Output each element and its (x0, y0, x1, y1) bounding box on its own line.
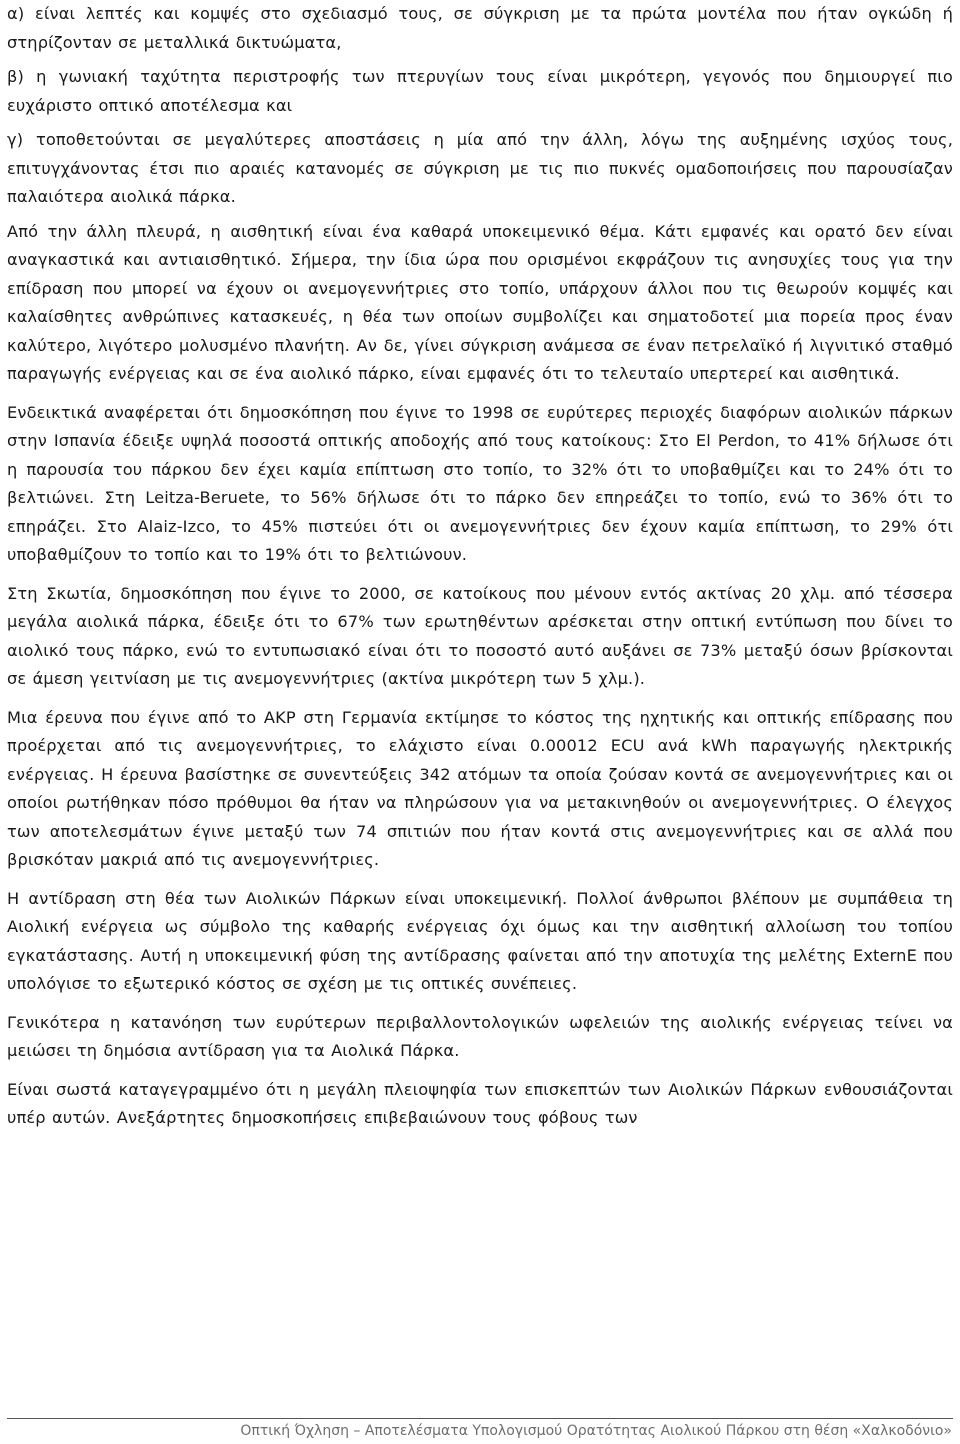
paragraph-item-b: β) η γωνιακή ταχύτητα περιστροφής των πτερυγίων τους είναι μικρότερη, γεγονός που δημιουργεί πιο ευχάριστο οπτικό αποτέλεσμα και (7, 67, 953, 115)
paragraph-environmental-benefits: Γενικότερα η κατανόηση των ευρύτερων περιβαλλοντολογικών ωφελειών της αιολικής ενέργειας τείνει να μειώσει τη δημόσια αντίδραση για τα Αιολικά Πάρκα. (7, 1012, 953, 1060)
paragraph-scotland-survey: Στη Σκωτία, δημοσκόπηση που έγινε το 2000, σε κατοίκους που μένουν εντός ακτίνας 20 χλμ. από τέσσερα μεγάλα αιολικά πάρκα, έδειξε ότι το 67% των ερωτηθέντων αρέσκεται στην οπτική εντύπωση που δίνει το αιολικό τους πάρκο, ενώ το εντυπωσιακό είναι ότι το ποσοστό αυτό αυξάνει σε 73% μεταξύ όσων βρίσκονται σε άμεση γειτνίαση με τις ανεμογεννήτριες (ακτίνα μικρότερη των 5 χλμ.). (7, 583, 953, 688)
paragraph-germany-study: Μια έρευνα που έγινε από το ΑΚΡ στη Γερμανία εκτίμησε το κόστος της ηχητικής και οπτικής επίδρασης που προέρχεται από τις ανεμογεννήτριες, το ελάχιστο είναι 0.00012 ECU ανά kWh παραγωγής ηλεκτρικής ενέργειας. Η έρευνα βασίστηκε σε συνεντεύξεις 342 ατόμων τα οποία ζούσαν κοντά σε ανεμογεννήτριες και οι οποίοι ρωτήθηκαν πόσο πρόθυμοι θα ήταν να πληρώσουν για να μετακινηθούν οι ανεμογεννήτριες. Ο έλεγχος των αποτελεσμάτων έγινε μεταξύ των 74 σπιτιών που ήταν κοντά στις ανεμογεννήτριες και σε αλλά που βρισκόταν μακριά από τις ανεμογεννήτριες. (7, 707, 953, 869)
footer-divider (7, 1418, 953, 1419)
paragraph-item-a: α) είναι λεπτές και κομψές στο σχεδιασμό τους, σε σύγκριση με τα πρώτα μοντέλα που ήταν ογκώδη ή στηρίζονταν σε μεταλλικά δικτυώματα, (7, 4, 953, 52)
paragraph-aesthetics: Από την άλλη πλευρά, η αισθητική είναι ένα καθαρά υποκειμενικό θέμα. Κάτι εμφανές και ορατό δεν είναι αναγκαστικά και αντιαισθητικό. Σήμερα, την ίδια ώρα που ορισμένοι εκφράζουν τις ανησυχίες τους για την επίδραση που μπορεί να έχουν οι ανεμογεννήτριες στο τοπίο, υπάρχουν άλλοι που τις θεωρούν κομψές και καλαίσθητες ανθρώπινες κατασκευές, η θέα των οποίων συμβολίζει και σηματοδοτεί μια πορεία προς έναν καλύτερο, λιγότερο μολυσμένο πλανήτη. Αν δε, γίνει σύγκριση ανάμεσα σε έναν πετρελαϊκό ή λιγνιτικό σταθμό παραγωγής ενέργειας και σε ένα αιολικό πάρκο, είναι εμφανές ότι το τελευταίο υπερτερεί και αισθητικά. (7, 221, 953, 383)
paragraph-spain-survey: Ενδεικτικά αναφέρεται ότι δημοσκόπηση που έγινε το 1998 σε ευρύτερες περιοχές διαφόρων αιολικών πάρκων στην Ισπανία έδειξε υψηλά ποσοστά οπτικής αποδοχής από τους κατοίκους: Στο El Perdon, το 41% δήλωσε ότι η παρουσία του πάρκου δεν έχει καμία επίπτωση στο τοπίο, το 32% ότι το υποβαθμίζει και το 24% ότι το βελτιώνει. Στη Leitza-Beruete, το 56% δήλωσε ότι το πάρκο δεν επηρεάζει το τοπίο, ενώ το 36% ότι το επηράζει. Στο Alaiz-Izco, το 45% πιστεύει ότι οι ανεμογεννήτριες δεν έχουν καμία επίπτωση, το 29% ότι υποβαθμίζουν το τοπίο και το 19% ότι το βελτιώνουν. (7, 402, 953, 564)
paragraph-item-c: γ) τοποθετούνται σε μεγαλύτερες αποστάσεις η μία από την άλλη, λόγω της αυξημένης ισχύος τους, επιτυγχάνοντας έτσι πιο αραιές κατανομές σε σύγκριση με τις πιο πυκνές ομαδοποιήσεις που παρουσίαζαν παλαιότερα αιολικά πάρκα. (7, 130, 953, 206)
paragraph-visitors: Είναι σωστά καταγεγραμμένο ότι η μεγάλη πλειοψηφία των επισκεπτών των Αιολικών Πάρκων ενθουσιάζονται υπέρ αυτών. Ανεξάρτητες δημοσκοπήσεις επιβεβαιώνουν τους φόβους των (7, 1079, 953, 1127)
paragraph-subjective-reaction: Η αντίδραση στη θέα των Αιολικών Πάρκων είναι υποκειμενική. Πολλοί άνθρωποι βλέπουν με συμπάθεια τη Αιολική ενέργεια ως σύμβολο της καθαρής ενέργειας όχι όμως και την αισθητική αλλοίωση του τοπίου εγκατάστασης. Αυτή η υποκειμενική φύση της αντίδρασης φαίνεται από την αποτυχία της μελέτης ExternE που υπολόγισε το εξωτερικό κόστος σε σχέση με τις οπτικές συνέπειες. (7, 888, 953, 993)
page-footer: Οπτική Όχληση – Αποτελέσματα Υπολογισμού Ορατότητας Αιολικού Πάρκου στη θέση «Χαλκοδόνιο» (240, 1423, 952, 1439)
document-body (7, 0, 953, 1133)
